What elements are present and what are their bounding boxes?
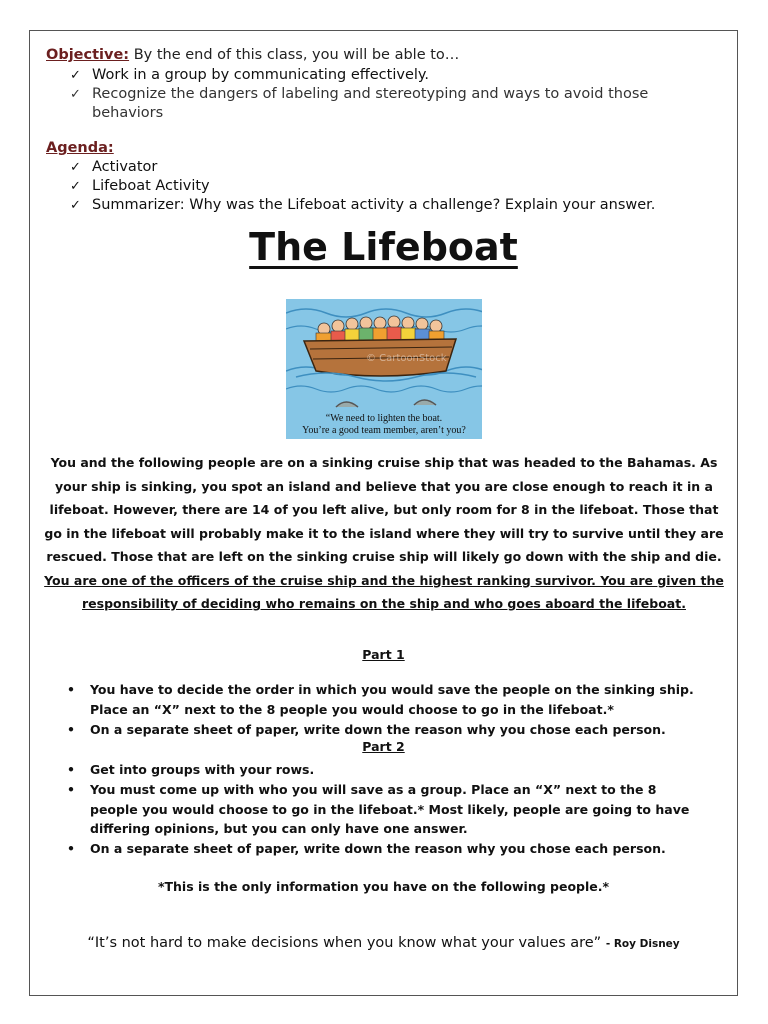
objective-item: ✓ Work in a group by communicating effectively. bbox=[70, 66, 690, 85]
svg-text:© CartoonStock: © CartoonStock bbox=[366, 353, 447, 364]
quote bbox=[30, 935, 737, 951]
quote-author: - Roy Disney bbox=[605, 938, 680, 950]
part-2-heading: Part 2 bbox=[362, 739, 405, 754]
objective-list bbox=[70, 66, 690, 123]
page-title: The Lifeboat bbox=[249, 225, 518, 269]
list-item: • On a separate sheet of paper, write down the reason why you chose each person. bbox=[64, 720, 704, 740]
list-item: • On a separate sheet of paper, write down the reason why you chose each person. bbox=[64, 839, 704, 859]
objective-item: ✓ Recognize the dangers of labeling and stereotyping and ways to avoid those behaviors bbox=[70, 85, 690, 123]
cartoon-caption: “We need to lighten the boat. You’re a good team member, aren’t you? bbox=[302, 413, 466, 436]
agenda-item: ✓ Summarizer: Why was the Lifeboat activity a challenge? Explain your answer. bbox=[70, 196, 720, 215]
worksheet-page bbox=[29, 30, 738, 996]
objective-line bbox=[46, 47, 459, 63]
scenario-paragraph: You and the following people are on a sinking cruise ship that was headed to the Bahamas. As your ship is sinking, you spot an island and believe that you are close enough to reach it in a lifeboat. However, there are 14 of you left alive, but only room for 8 in the lifeboat. Those that go in the lifeboat will probably make it to the island where they will try to survive until they are rescued. Those that are left on the sinking cruise ship will likely go down with the ship and die. You are one of the officers of the cruise ship and the highest ranking survivor. You are given the responsibility of deciding who remains on the ship and who goes aboard the lifeboat. bbox=[44, 455, 724, 611]
list-item: • You have to decide the order in which you would save the people on the sinking ship. Place an “X” next to the 8 people you would choose to go in the lifeboat.* bbox=[64, 680, 704, 720]
agenda-item: ✓ Lifeboat Activity bbox=[70, 177, 720, 196]
lifeboat-cartoon bbox=[286, 299, 482, 439]
quote-text: “It’s not hard to make decisions when you know what your values are” bbox=[87, 935, 602, 951]
objective-intro: By the end of this class, you will be able to… bbox=[133, 47, 460, 63]
part-2-list bbox=[64, 760, 704, 859]
agenda-item: ✓ Activator bbox=[70, 158, 720, 177]
list-item: • Get into groups with your rows. bbox=[64, 760, 704, 780]
agenda-line bbox=[46, 140, 114, 156]
part-1-list bbox=[64, 680, 704, 739]
info-note: *This is the only information you have on the following people.* bbox=[157, 879, 610, 894]
agenda-heading: Agenda: bbox=[46, 140, 114, 156]
objective-heading: Objective: bbox=[46, 47, 130, 63]
part-1-heading: Part 1 bbox=[362, 647, 405, 662]
list-item: • You must come up with who you will save as a group. Place an “X” next to the 8 people you would choose to go in the lifeboat.* Most likely, people are going to have differing opinions, but you can only have one answer. bbox=[64, 780, 704, 839]
agenda-list bbox=[70, 158, 720, 215]
